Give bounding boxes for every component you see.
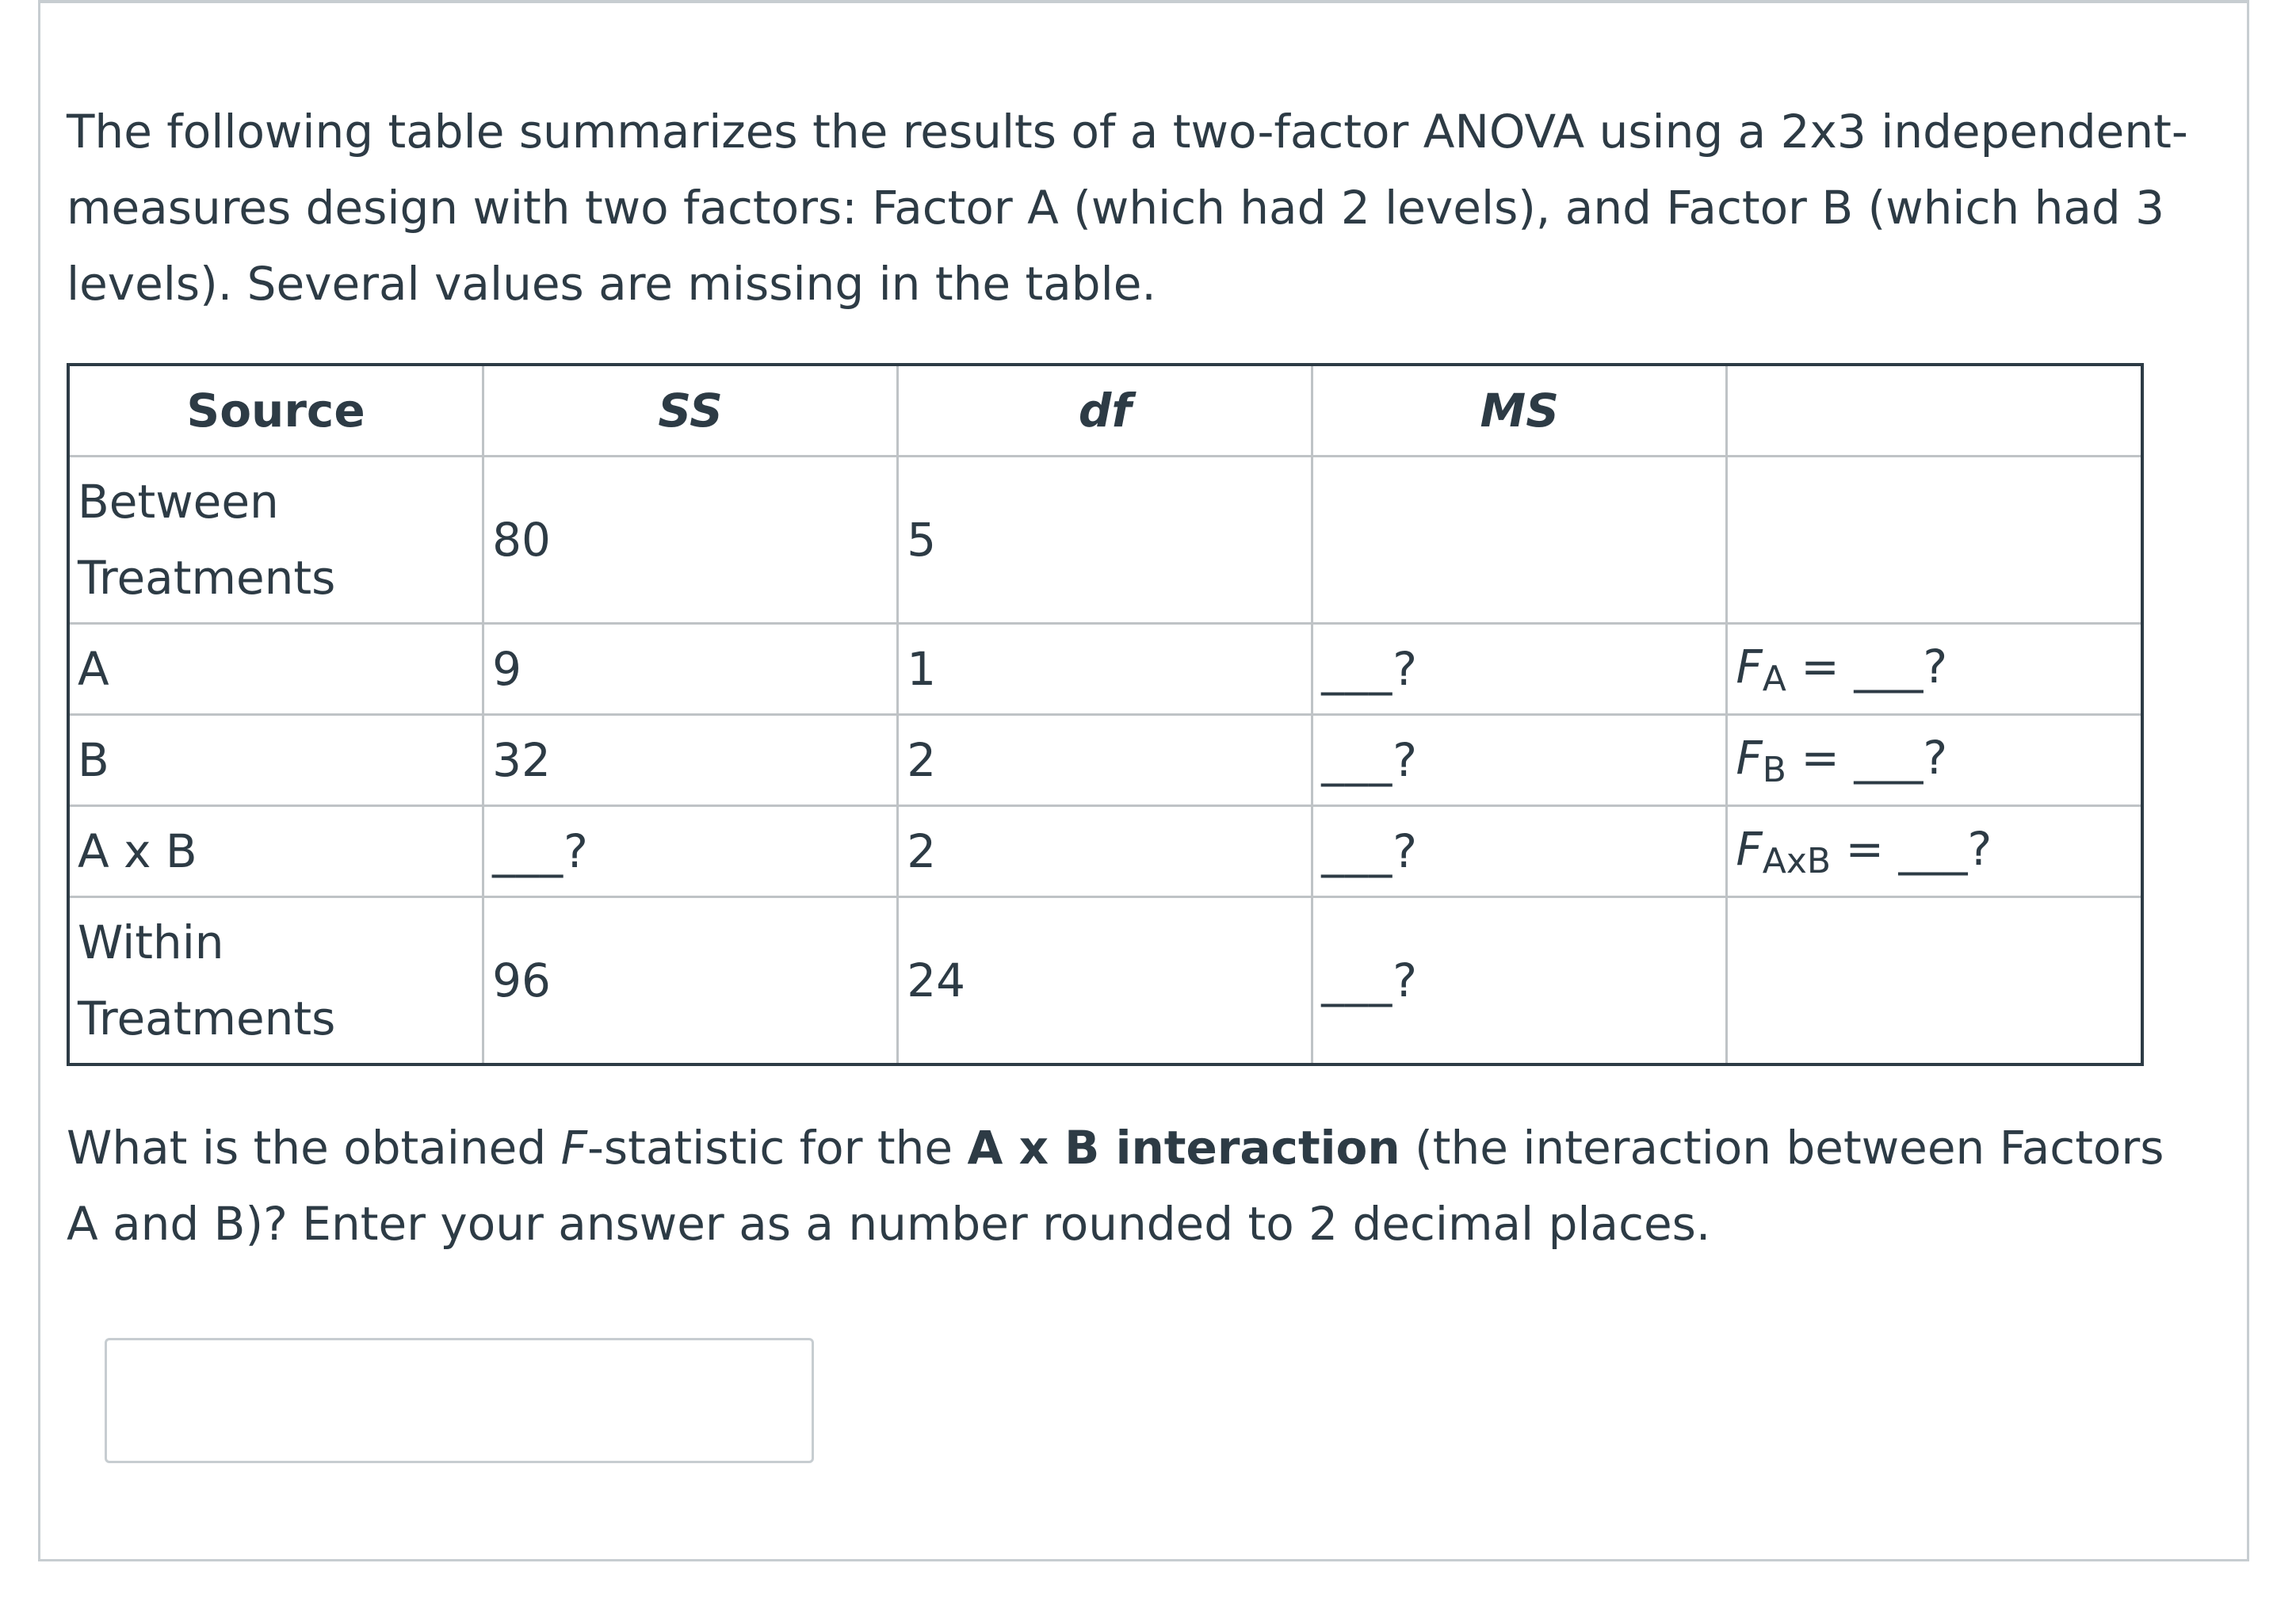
source-cell: A — [68, 624, 483, 715]
question-part-3: (the interaction between Factors A and B)? Enter your answer as a number rounded to 2 decimal places. — [67, 1121, 2164, 1251]
table-row-a — [68, 624, 2142, 715]
table-row-within — [68, 897, 2142, 1065]
table-header-row — [68, 365, 2142, 457]
table-row-between — [68, 457, 2142, 624]
ss-cell: 9 — [483, 624, 898, 715]
source-cell: A x B — [68, 806, 483, 897]
f-cell — [1727, 457, 2142, 624]
f-label: F — [1736, 821, 1763, 876]
f-cell — [1727, 806, 2142, 897]
f-value: = ___? — [1801, 639, 1948, 694]
ss-cell: 80 — [483, 457, 898, 624]
header-f — [1727, 365, 2142, 457]
f-subscript: AxB — [1762, 840, 1832, 881]
f-value: = ___? — [1801, 730, 1948, 785]
f-cell — [1727, 897, 2142, 1065]
f-value: = ___? — [1845, 821, 1992, 876]
f-cell — [1727, 624, 2142, 715]
df-cell: 1 — [898, 624, 1312, 715]
question-text — [67, 1110, 2191, 1262]
ss-cell: 32 — [483, 715, 898, 806]
question-part-1: What is the obtained — [67, 1121, 561, 1175]
question-f-italic: F — [560, 1121, 587, 1175]
source-line-2: Treatments — [78, 551, 336, 605]
table-row-axb — [68, 806, 2142, 897]
f-label: F — [1736, 639, 1763, 694]
header-ss: SS — [483, 365, 898, 457]
source-line-1: Between — [78, 475, 279, 529]
ms-cell: ___? — [1312, 806, 1727, 897]
ms-cell — [1312, 457, 1727, 624]
question-bold-term: A x B interaction — [967, 1121, 1400, 1175]
f-subscript: A — [1762, 658, 1786, 699]
source-cell — [68, 897, 483, 1065]
question-intro: The following table summarizes the results of a two-factor ANOVA using a 2x3 independent-measures design with two factors: Factor A (which had 2 levels), and Factor B (which had 3 levels). Several values are missing in the table. — [67, 105, 2188, 311]
source-cell: B — [68, 715, 483, 806]
source-cell — [68, 457, 483, 624]
ms-cell: ___? — [1312, 897, 1727, 1065]
df-cell: 2 — [898, 806, 1312, 897]
f-label: F — [1736, 730, 1763, 785]
ms-cell: ___? — [1312, 715, 1727, 806]
source-line-2: Treatments — [78, 992, 336, 1045]
anova-table — [67, 363, 2144, 1066]
ms-cell: ___? — [1312, 624, 1727, 715]
header-ms: MS — [1312, 365, 1727, 457]
df-cell: 5 — [898, 457, 1312, 624]
table-row-b — [68, 715, 2142, 806]
f-subscript: B — [1762, 749, 1786, 790]
df-cell: 24 — [898, 897, 1312, 1065]
question-part-2: -statistic for the — [587, 1121, 968, 1175]
df-cell: 2 — [898, 715, 1312, 806]
source-line-1: Within — [78, 915, 224, 969]
answer-input[interactable] — [105, 1338, 814, 1463]
ss-cell: ___? — [483, 806, 898, 897]
ss-cell: 96 — [483, 897, 898, 1065]
f-cell — [1727, 715, 2142, 806]
header-source: Source — [68, 365, 483, 457]
header-df: df — [898, 365, 1312, 457]
